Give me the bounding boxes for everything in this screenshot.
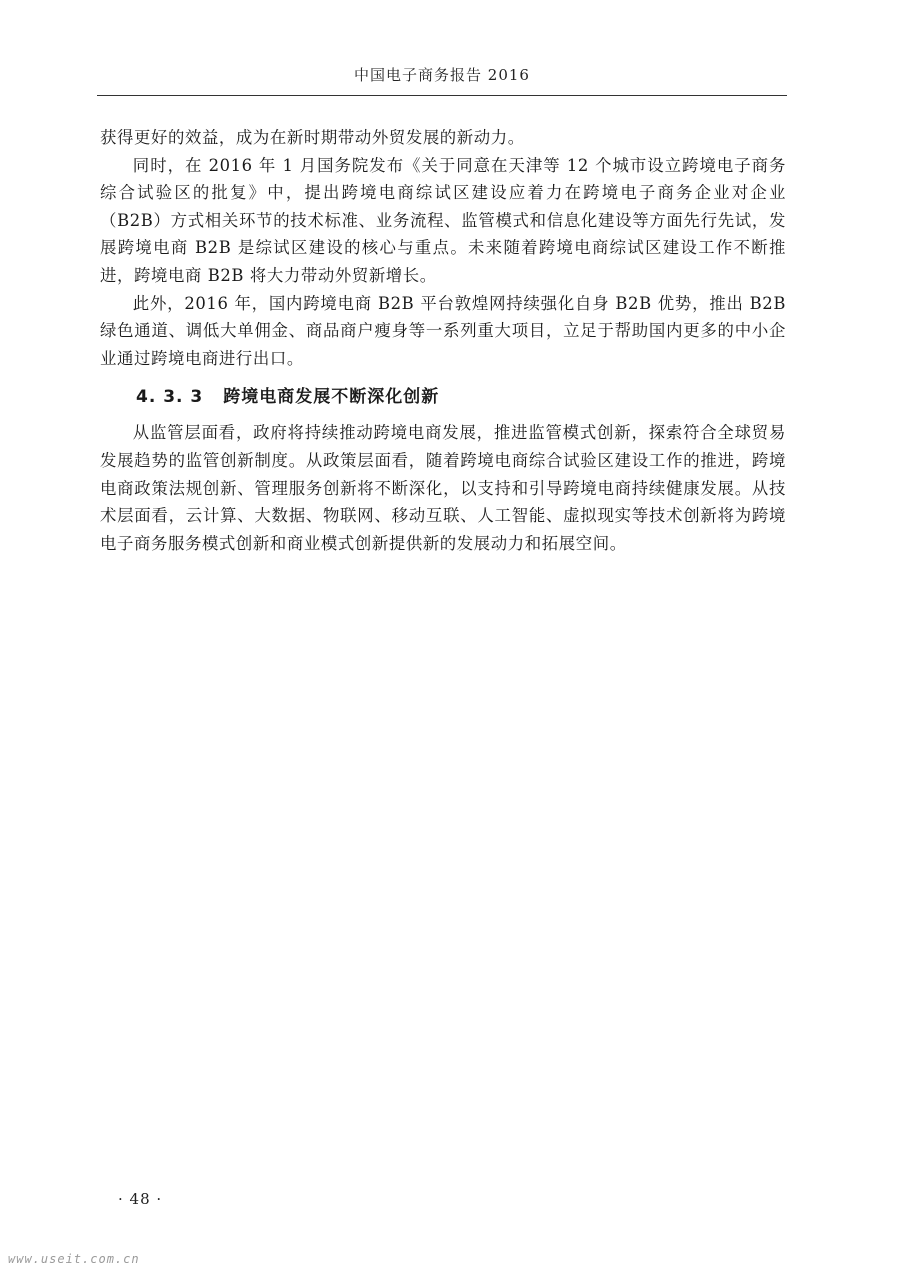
section-heading bbox=[136, 383, 786, 411]
body-paragraph-continued: 获得更好的效益，成为在新时期带动外贸发展的新动力。 bbox=[100, 128, 525, 147]
header-rule bbox=[97, 95, 787, 96]
section-title: 跨境电商发展不断深化创新 bbox=[223, 387, 440, 408]
body-paragraph: 此外，2016 年，国内跨境电商 B2B 平台敦煌网持续强化自身 B2B 优势，推出 B2B 绿色通道、调低大单佣金、商品商户瘦身等一系列重大项目，立足于帮助国内更多的中小企业通过跨境电商进行出口。 bbox=[100, 293, 786, 368]
section-number: 4. 3. 3 bbox=[136, 387, 204, 408]
page-body bbox=[100, 124, 786, 557]
watermark: www.useit.com.cn bbox=[8, 1252, 140, 1266]
body-paragraph: 从监管层面看，政府将持续推动跨境电商发展，推进监管模式创新，探索符合全球贸易发展趋势的监管创新制度。从政策层面看，随着跨境电商综合试验区建设工作的推进，跨境电商政策法规创新、管理服务创新将不断深化，以支持和引导跨境电商持续健康发展。从技术层面看，云计算、大数据、物联网、移动互联、人工智能、虚拟现实等技术创新将为跨境电子商务服务模式创新和商业模式创新提供新的发展动力和拓展空间。 bbox=[100, 423, 786, 553]
body-paragraph: 同时，在 2016 年 1 月国务院发布《关于同意在天津等 12 个城市设立跨境电子商务综合试验区的批复》中，提出跨境电商综试区建设应着力在跨境电子商务企业对企业（B2B）方式相关环节的技术标准、业务流程、监管模式和信息化建设等方面先行先试，发展跨境电商 B2B 是综试区建设的核心与重点。未来随着跨境电商综试区建设工作不断推进，跨境电商 B2B 将大力带动外贸新增长。 bbox=[100, 155, 786, 285]
running-header: 中国电子商务报告 2016 bbox=[354, 66, 530, 84]
page-number: · 48 · bbox=[118, 1190, 163, 1208]
